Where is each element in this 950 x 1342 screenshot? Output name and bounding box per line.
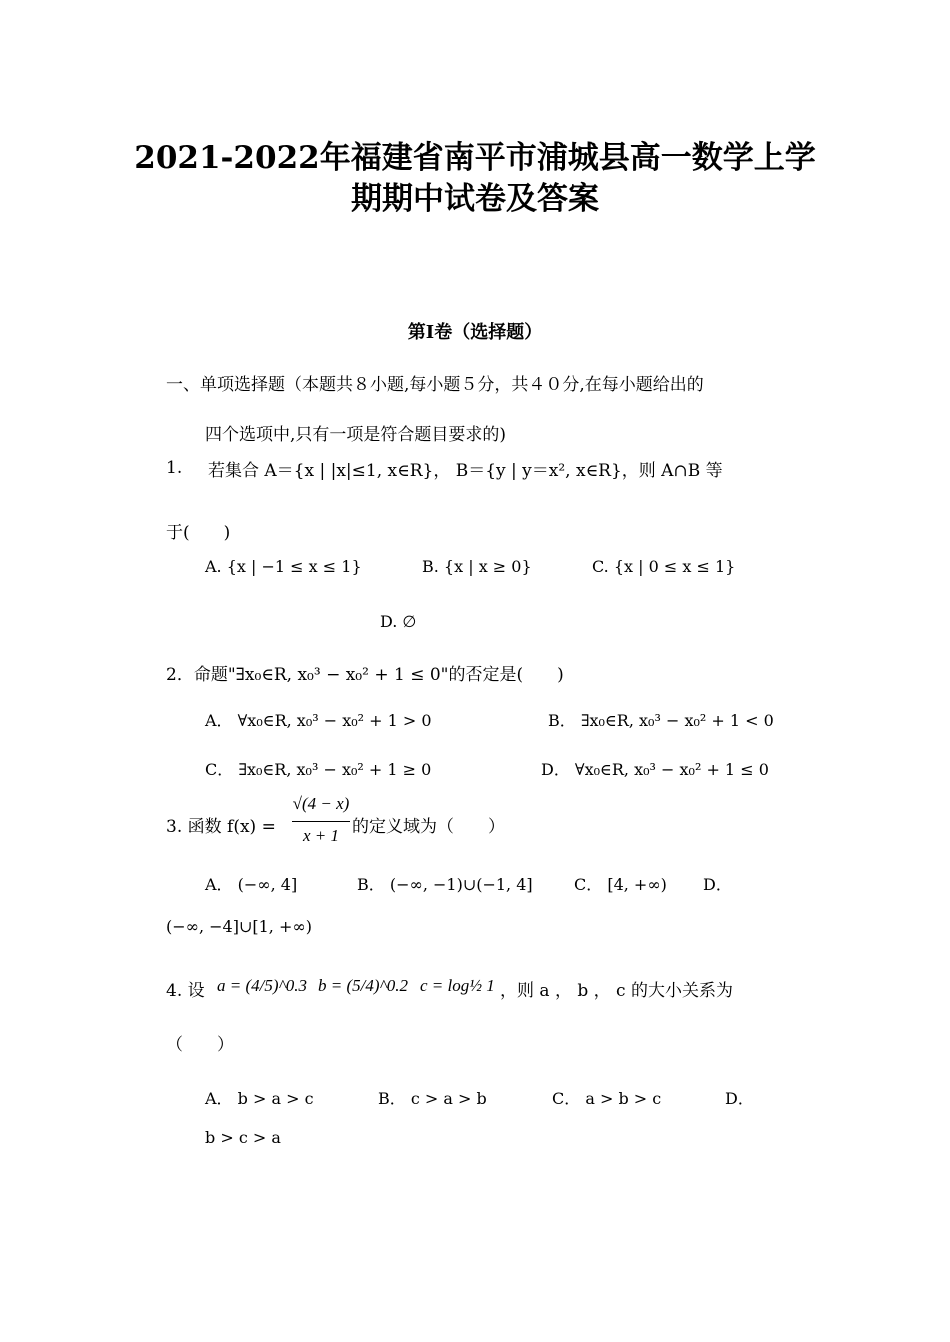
q4-option-d-value: b > c > a: [205, 1128, 281, 1147]
q2-option-d: D． ∀x₀∈R, x₀³ − x₀² + 1 ≤ 0: [541, 760, 769, 779]
q4-option-a: A． b > a > c: [205, 1089, 314, 1108]
doc-title-line-1: 2021-2022年福建省南平市浦城县高一数学上学: [134, 140, 816, 176]
q3-stem-suffix: 的定义域为（ ）: [352, 817, 505, 837]
q4-a-definition: a = (4/5)^0.3: [217, 976, 307, 995]
q1-option-a: A. {x | −1 ≤ x ≤ 1}: [205, 557, 362, 576]
q4-stem-prefix: 4. 设: [166, 981, 205, 1001]
q3-option-d: D．: [703, 875, 732, 894]
q4-option-b: B． c > a > b: [378, 1089, 487, 1108]
q4-c-definition: c = log½ 1: [420, 976, 495, 995]
q3-option-c: C． [4, +∞): [574, 875, 667, 894]
q4-stem-cont: （ ）: [166, 1035, 234, 1055]
instructions-line-1: 一、单项选择题（本题共８小题,每小题５分，共４０分,在每小题给出的: [166, 375, 704, 395]
section-heading: 第Ⅰ卷（选择题）: [407, 322, 543, 343]
q3-option-b: B． (−∞, −1)∪(−1, 4]: [357, 875, 533, 894]
instructions-line-2: 四个选项中,只有一项是符合题目要求的): [205, 425, 507, 445]
q3-option-d-value: (−∞, −4]∪[1, +∞): [166, 917, 312, 936]
q4-stem-suffix: ，则 a ， b ， c 的大小关系为: [500, 981, 733, 1001]
doc-title-line-2: 期期中试卷及答案: [351, 181, 599, 217]
q1-option-b: B. {x | x ≥ 0}: [422, 557, 532, 576]
q2-option-c: C． ∃x₀∈R, x₀³ − x₀² + 1 ≥ 0: [205, 760, 432, 779]
q1-stem: 若集合 A＝{x | |x|≤1, x∈R}， B＝{y | y＝x², x∈R}，则 A∩B 等: [208, 461, 723, 481]
q2-stem: 2．命题"∃x₀∈R, x₀³ − x₀² + 1 ≤ 0"的否定是( ): [166, 665, 564, 685]
q1-stem-cont: 于( ): [166, 523, 231, 543]
q3-fraction-bar: [292, 821, 350, 822]
q1-option-d: D. ∅: [380, 612, 417, 631]
q4-b-definition: b = (5/4)^0.2: [318, 976, 408, 995]
q2-option-a: A． ∀x₀∈R, x₀³ − x₀² + 1 > 0: [205, 711, 432, 730]
q3-option-a: A． (−∞, 4]: [205, 875, 298, 894]
q3-fraction-numerator: √(4 − x): [292, 794, 350, 813]
q4-option-d: D．: [725, 1089, 754, 1108]
q3-fraction-denominator: x + 1: [302, 826, 340, 845]
q2-option-b: B． ∃x₀∈R, x₀³ − x₀² + 1 < 0: [548, 711, 774, 730]
q1-option-c: C. {x | 0 ≤ x ≤ 1}: [592, 557, 736, 576]
q1-number: 1.: [166, 458, 183, 478]
q3-stem-prefix: 3. 函数 f(x) =: [166, 817, 276, 837]
q4-option-c: C． a > b > c: [552, 1089, 662, 1108]
